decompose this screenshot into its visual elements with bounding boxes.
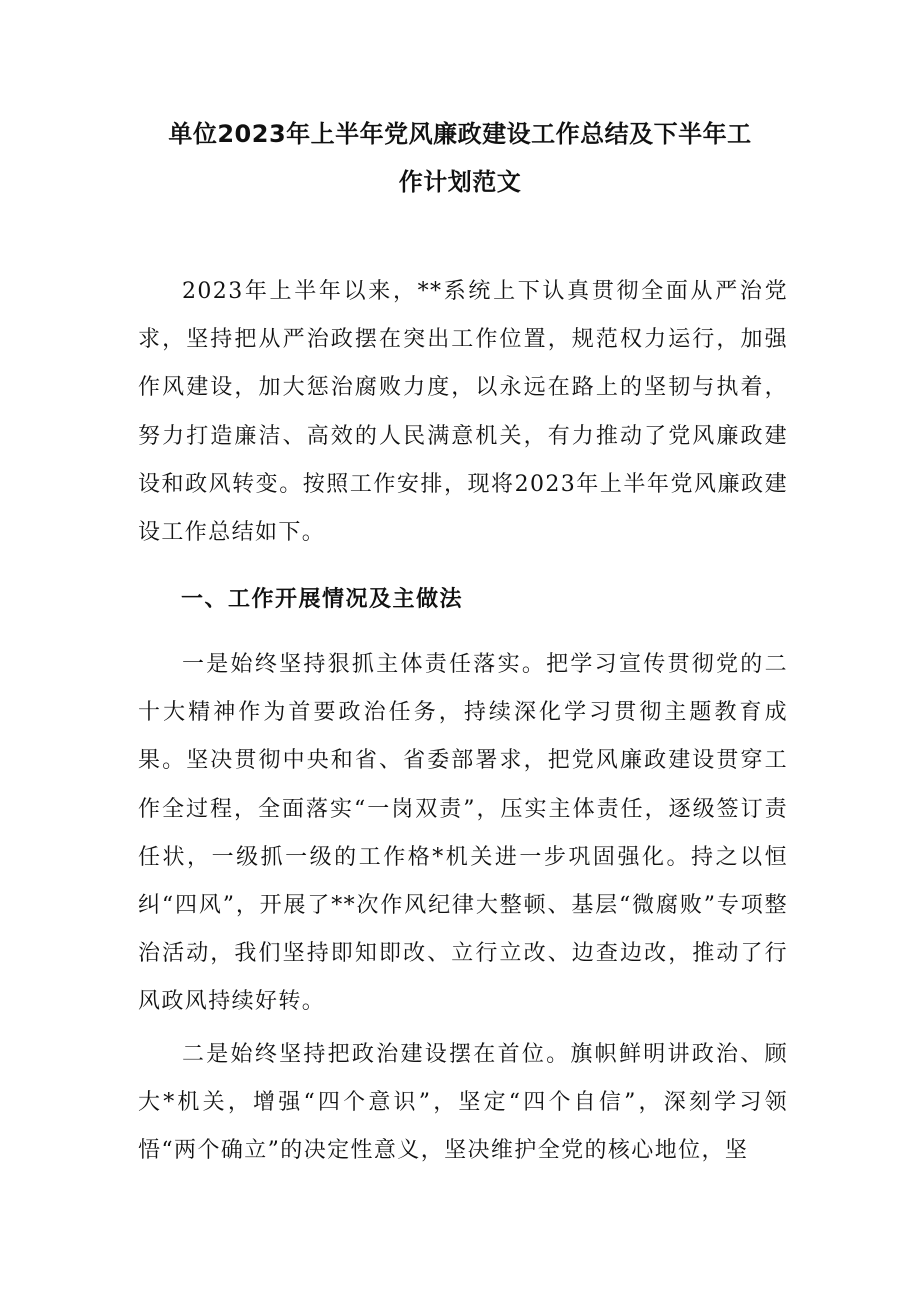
point-two-paragraph: 二是始终坚持把政治建设摆在首位。旗帜鲜明讲政治、顾大*机关，增强“四个意识”，坚定“四个自信”，深刻学习领悟“两个确立”的决定性意义，坚决维护全党的核心地位，坚	[138, 1042, 788, 1164]
point-one-paragraph: 一是始终坚持狠抓主体责任落实。把学习宣传贯彻党的二十大精神作为首要政治任务，持续深化学习贯彻主题教育成果。坚决贯彻中央和省、省委部署求，把党风廉政建设贯穿工作全过程，全面落实“一岗双责”，压实主体责任，逐级签订责任状，一级抓一级的工作格*机关进一步巩固强化。持之以恒纠“四风”，开展了**次作风纪律大整顿、基层“微腐败”专项整治活动，我们坚持即知即改、立行立改、边查边改，推动了行风政风持续好转。	[138, 652, 788, 1015]
section-heading: 一、工作开展情况及主做法	[181, 587, 464, 612]
intro-paragraph: 2023年上半年以来，**系统上下认真贯彻全面从严治党求，坚持把从严治政摆在突出工作位置，规范权力运行，加强作风建设，加大惩治腐败力度，以永远在路上的坚韧与执着，努力打造廉洁、高效的人民满意机关，有力推动了党风廉政建设和政风转变。按照工作安排，现将2023年上半年党风廉政建设工作总结如下。	[138, 279, 788, 546]
document-title-line-2: 作计划范文	[398, 168, 522, 196]
document-title-line-1: 单位2023年上半年党风廉政建设工作总结及下半年工	[168, 120, 752, 148]
